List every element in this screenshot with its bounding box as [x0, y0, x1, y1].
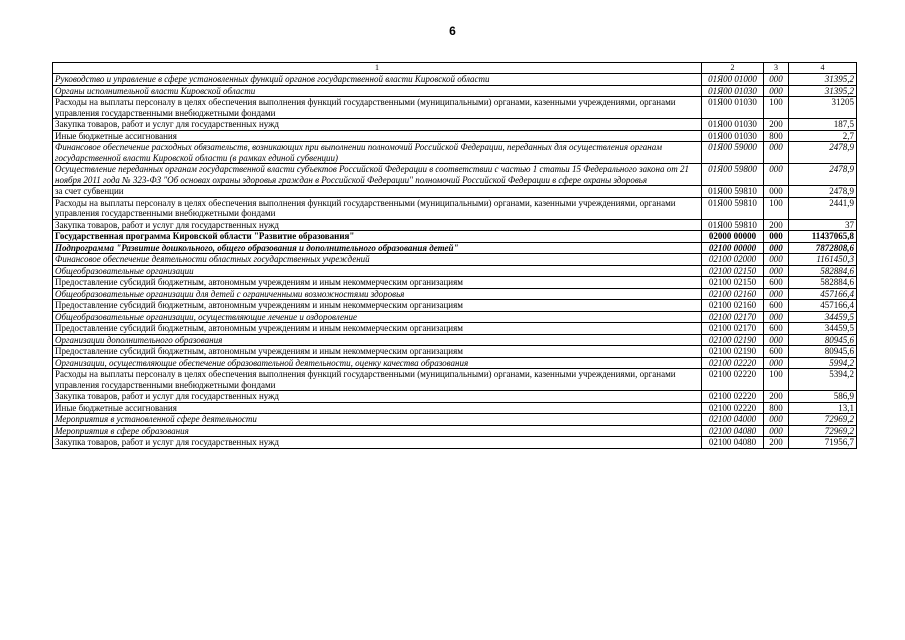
row-name: Общеобразовательные организации для детей с ограниченными возможностями здоровья	[53, 288, 702, 300]
row-name: за счет субвенции	[53, 186, 702, 198]
row-name: Финансовое обеспечение деятельности областных государственных учреждений	[53, 254, 702, 266]
row-expense-type: 000	[764, 265, 789, 277]
row-amount: 5994,2	[789, 357, 857, 369]
row-name: Финансовое обеспечение расходных обязательств, возникающих при выполнении полномочий Российской Федерации, переданных для осуществления органам государственной власти Кировской области (в рамках единой субвенции)	[53, 142, 702, 164]
row-expense-type: 100	[764, 369, 789, 391]
row-amount: 582884,6	[789, 265, 857, 277]
row-target-code: 02100 02150	[702, 265, 764, 277]
row-target-code: 02100 02220	[702, 402, 764, 414]
row-name: Предоставление субсидий бюджетным, автономным учреждениям и иным некоммерческим организациям	[53, 346, 702, 358]
row-expense-type: 600	[764, 346, 789, 358]
row-name: Предоставление субсидий бюджетным, автономным учреждениям и иным некоммерческим организациям	[53, 277, 702, 289]
row-target-code: 02100 02170	[702, 311, 764, 323]
row-name: Расходы на выплаты персоналу в целях обеспечения выполнения функций государственными (муниципальными) органами, казенными учреждениями, органами управления государственными внебюджетными фондами	[53, 97, 702, 119]
row-amount: 7872808,6	[789, 242, 857, 254]
row-expense-type: 100	[764, 97, 789, 119]
row-expense-type: 600	[764, 277, 789, 289]
row-amount: 31395,2	[789, 74, 857, 86]
row-expense-type: 000	[764, 414, 789, 426]
row-target-code: 02100 02220	[702, 357, 764, 369]
table-row	[53, 346, 857, 358]
row-amount: 1161450,3	[789, 254, 857, 266]
column-header-expense-type: 3	[764, 63, 789, 74]
row-expense-type: 100	[764, 197, 789, 219]
row-expense-type: 000	[764, 142, 789, 164]
table-row	[53, 254, 857, 266]
row-target-code: 02100 02160	[702, 288, 764, 300]
row-target-code: 02100 02190	[702, 334, 764, 346]
table-row	[53, 142, 857, 164]
row-amount: 72969,2	[789, 425, 857, 437]
table-row	[53, 277, 857, 289]
column-header-code: 2	[702, 63, 764, 74]
row-target-code: 01Я00 59810	[702, 219, 764, 231]
row-expense-type: 000	[764, 425, 789, 437]
row-target-code: 02100 04000	[702, 414, 764, 426]
table-row	[53, 300, 857, 312]
row-name: Организации дополнительного образования	[53, 334, 702, 346]
table-row	[53, 231, 857, 243]
budget-table	[52, 62, 857, 449]
row-amount: 34459,5	[789, 323, 857, 335]
row-name: Расходы на выплаты персоналу в целях обеспечения выполнения функций государственными (муниципальными) органами, казенными учреждениями, органами управления государственными внебюджетными фондами	[53, 197, 702, 219]
row-target-code: 01Я00 01030	[702, 130, 764, 142]
row-expense-type: 000	[764, 74, 789, 86]
row-expense-type: 000	[764, 254, 789, 266]
row-target-code: 01Я00 59810	[702, 186, 764, 198]
row-expense-type: 800	[764, 130, 789, 142]
row-amount: 80945,6	[789, 334, 857, 346]
row-amount: 2478,9	[789, 186, 857, 198]
table-row	[53, 425, 857, 437]
row-name: Подпрограмма "Развитие дошкольного, общего образования и дополнительного образования детей"	[53, 242, 702, 254]
row-target-code: 01Я00 01030	[702, 97, 764, 119]
table-row	[53, 119, 857, 131]
row-amount: 31205	[789, 97, 857, 119]
row-name: Общеобразовательные организации	[53, 265, 702, 277]
row-target-code: 02100 02150	[702, 277, 764, 289]
row-amount: 31395,2	[789, 85, 857, 97]
row-expense-type: 000	[764, 311, 789, 323]
row-name: Иные бюджетные ассигнования	[53, 130, 702, 142]
row-name: Мероприятия в установленной сфере деятельности	[53, 414, 702, 426]
row-amount: 2,7	[789, 130, 857, 142]
table-row	[53, 288, 857, 300]
row-target-code: 02100 02190	[702, 346, 764, 358]
row-name: Закупка товаров, работ и услуг для государственных нужд	[53, 437, 702, 449]
table-row	[53, 437, 857, 449]
row-name: Органы исполнительной власти Кировской области	[53, 85, 702, 97]
row-name: Осуществление переданных органам государственной власти субъектов Российской Федерации в соответствии с частью 1 статьи 15 Федерального закона от 21 ноября 2011 года № 323-ФЗ "Об основах охраны здоровья граждан в Российской Федерации" полномочий Российской Федерации в сфере охраны здоровья	[53, 164, 702, 186]
row-name: Государственная программа Кировской области "Развитие образования"	[53, 231, 702, 243]
row-expense-type: 200	[764, 437, 789, 449]
row-name: Предоставление субсидий бюджетным, автономным учреждениям и иным некоммерческим организациям	[53, 323, 702, 335]
row-amount: 2478,9	[789, 164, 857, 186]
table-row	[53, 265, 857, 277]
row-name: Организации, осуществляющие обеспечение образовательной деятельности, оценку качества образования	[53, 357, 702, 369]
row-target-code: 01Я00 01000	[702, 74, 764, 86]
row-amount: 187,5	[789, 119, 857, 131]
row-amount: 586,9	[789, 391, 857, 403]
table-row	[53, 334, 857, 346]
column-header-name: 1	[53, 63, 702, 74]
row-expense-type: 800	[764, 402, 789, 414]
row-name: Руководство и управление в сфере установленных функций органов государственной власти Кировской области	[53, 74, 702, 86]
row-name: Общеобразовательные организации, осуществляющие лечение и оздоровление	[53, 311, 702, 323]
row-name: Расходы на выплаты персоналу в целях обеспечения выполнения функций государственными (муниципальными) органами, казенными учреждениями, органами управления государственными внебюджетными фондами	[53, 369, 702, 391]
row-target-code: 02100 04080	[702, 425, 764, 437]
row-name: Мероприятия в сфере образования	[53, 425, 702, 437]
row-amount: 13,1	[789, 402, 857, 414]
row-target-code: 02100 02160	[702, 300, 764, 312]
row-amount: 34459,5	[789, 311, 857, 323]
row-target-code: 02100 04080	[702, 437, 764, 449]
table-row	[53, 186, 857, 198]
row-amount: 457166,4	[789, 300, 857, 312]
row-target-code: 02100 02170	[702, 323, 764, 335]
row-target-code: 01Я00 01030	[702, 85, 764, 97]
row-expense-type: 000	[764, 288, 789, 300]
row-expense-type: 000	[764, 242, 789, 254]
row-amount: 37	[789, 219, 857, 231]
table-row	[53, 357, 857, 369]
row-expense-type: 000	[764, 334, 789, 346]
row-expense-type: 600	[764, 300, 789, 312]
table-row	[53, 130, 857, 142]
row-amount: 80945,6	[789, 346, 857, 358]
table-row	[53, 369, 857, 391]
table-row	[53, 242, 857, 254]
table-row	[53, 391, 857, 403]
row-target-code: 02100 02000	[702, 254, 764, 266]
row-name: Закупка товаров, работ и услуг для государственных нужд	[53, 391, 702, 403]
budget-table-body	[53, 63, 857, 449]
table-row	[53, 85, 857, 97]
row-amount: 457166,4	[789, 288, 857, 300]
row-amount: 11437065,8	[789, 231, 857, 243]
row-target-code: 02100 02220	[702, 391, 764, 403]
row-expense-type: 200	[764, 391, 789, 403]
row-amount: 71956,7	[789, 437, 857, 449]
row-expense-type: 000	[764, 164, 789, 186]
table-row	[53, 402, 857, 414]
row-amount: 5394,2	[789, 369, 857, 391]
table-row	[53, 414, 857, 426]
page-number: 6	[449, 24, 456, 38]
column-number-row	[53, 63, 857, 74]
row-expense-type: 200	[764, 119, 789, 131]
table-row	[53, 197, 857, 219]
table-row	[53, 164, 857, 186]
row-expense-type: 600	[764, 323, 789, 335]
row-target-code: 01Я00 59000	[702, 142, 764, 164]
table-row	[53, 97, 857, 119]
row-name: Иные бюджетные ассигнования	[53, 402, 702, 414]
row-expense-type: 000	[764, 231, 789, 243]
row-target-code: 02100 02220	[702, 369, 764, 391]
table-row	[53, 74, 857, 86]
row-expense-type: 000	[764, 357, 789, 369]
row-amount: 2478,9	[789, 142, 857, 164]
table-row	[53, 219, 857, 231]
row-target-code: 02000 00000	[702, 231, 764, 243]
row-target-code: 01Я00 01030	[702, 119, 764, 131]
row-target-code: 02100 00000	[702, 242, 764, 254]
row-name: Закупка товаров, работ и услуг для государственных нужд	[53, 219, 702, 231]
table-row	[53, 311, 857, 323]
row-amount: 2441,9	[789, 197, 857, 219]
row-amount: 72969,2	[789, 414, 857, 426]
table-row	[53, 323, 857, 335]
row-expense-type: 000	[764, 85, 789, 97]
row-target-code: 01Я00 59810	[702, 197, 764, 219]
row-expense-type: 000	[764, 186, 789, 198]
row-amount: 582884,6	[789, 277, 857, 289]
column-header-amount: 4	[789, 63, 857, 74]
row-target-code: 01Я00 59800	[702, 164, 764, 186]
row-name: Закупка товаров, работ и услуг для государственных нужд	[53, 119, 702, 131]
row-name: Предоставление субсидий бюджетным, автономным учреждениям и иным некоммерческим организациям	[53, 300, 702, 312]
row-expense-type: 200	[764, 219, 789, 231]
